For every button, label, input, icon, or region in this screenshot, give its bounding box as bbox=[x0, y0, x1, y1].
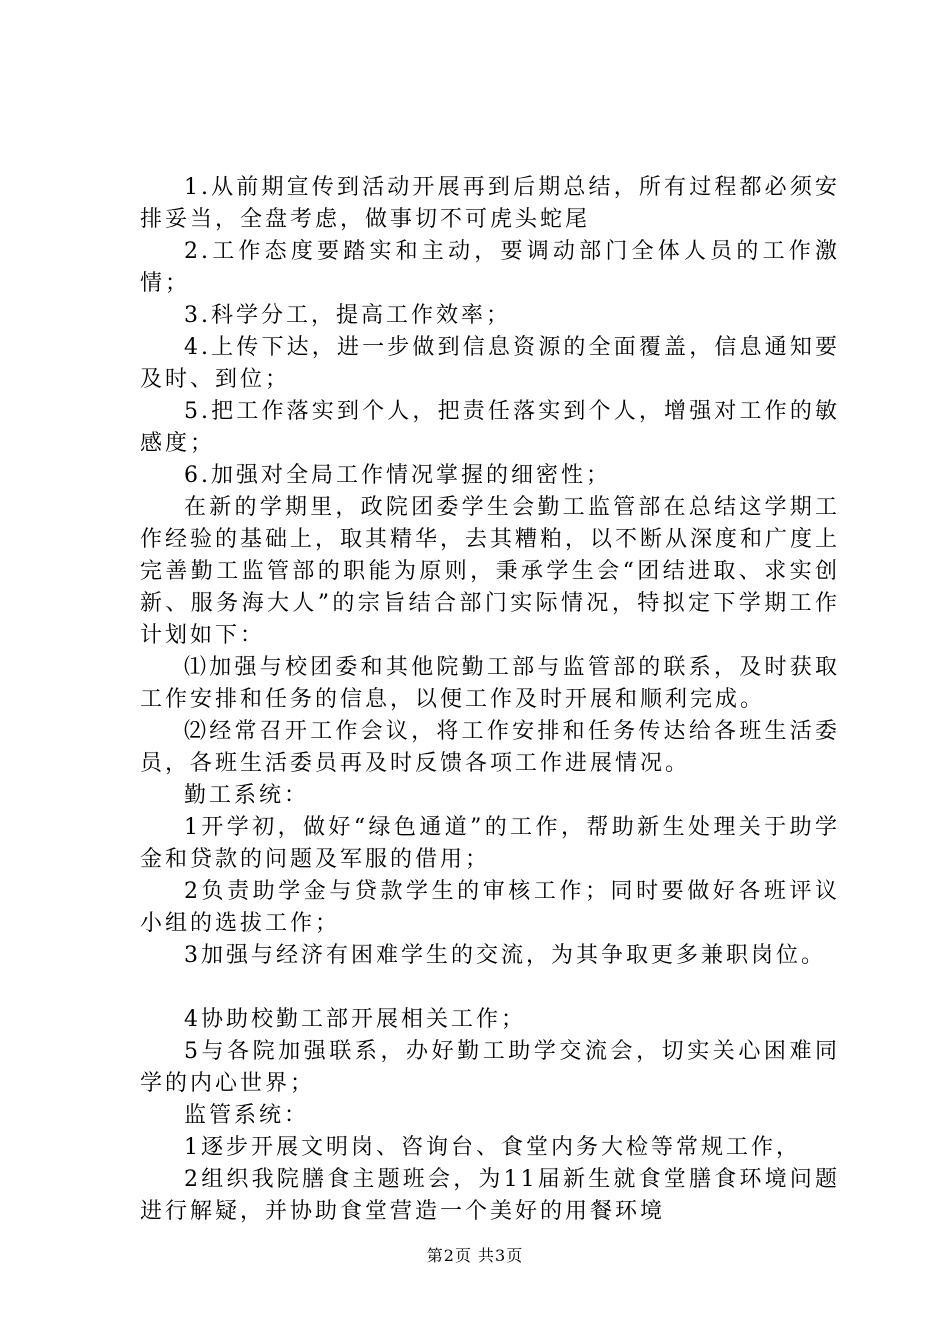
paragraph-5: 5.把工作落实到个人，把责任落实到个人，增强对工作的敏感度； bbox=[140, 399, 840, 456]
section-heading-work-study: 勤工系统： bbox=[184, 783, 310, 808]
paragraph-item-1: ⑴加强与校团委和其他院勤工部与监管部的联系，及时获取工作安排和任务的信息，以便工作及时开展和顺利完成。 bbox=[140, 655, 840, 712]
work-study-item-4: 4协助校勤工部开展相关工作； bbox=[184, 1007, 526, 1032]
paragraph-1: 1.从前期宣传到活动开展再到后期总结，所有过程都必须安排妥当，全盘考虑，做事切不可虎头蛇尾 bbox=[140, 175, 840, 232]
paragraph-plan-intro: 在新的学期里，政院团委学生会勤工监管部在总结这学期工作经验的基础上，取其精华，去其糟粕，以不断从深度和广度上完善勤工监管部的职能为原则，秉承学生会“团结进取、求实创新、服务海大人”的宗旨结合部门实际情况，特拟定下学期工作计划如下： bbox=[140, 495, 841, 648]
page-number-footer: 第2页 共3页 bbox=[426, 1246, 524, 1265]
paragraph-3: 3.科学分工，提高工作效率； bbox=[184, 303, 511, 328]
document-body bbox=[140, 172, 840, 1228]
section-heading-supervision: 监管系统： bbox=[184, 1103, 310, 1128]
paragraph-2: 2.工作态度要踏实和主动，要调动部门全体人员的工作激情； bbox=[140, 239, 840, 296]
supervision-item-2: 2组织我院膳食主题班会，为11届新生就食堂膳食环境问题进行解疑，并协助食堂营造一个美好的用餐环境 bbox=[140, 1167, 840, 1224]
work-study-item-5: 5与各院加强联系，办好勤工助学交流会，切实关心困难同学的内心世界； bbox=[140, 1039, 840, 1096]
work-study-item-2: 2负责助学金与贷款学生的审核工作；同时要做好各班评议小组的选拔工作； bbox=[140, 879, 840, 936]
blank-line bbox=[140, 972, 840, 1004]
supervision-item-1: 1逐步开展文明岗、咨询台、食堂内务大检等常规工作， bbox=[184, 1135, 801, 1160]
work-study-item-1: 1开学初，做好“绿色通道”的工作，帮助新生处理关于助学金和贷款的问题及军服的借用； bbox=[140, 815, 840, 872]
paragraph-4: 4.上传下达，进一步做到信息资源的全面覆盖，信息通知要及时、到位； bbox=[140, 335, 840, 392]
work-study-item-3: 3加强与经济有困难学生的交流，为其争取更多兼职岗位。 bbox=[184, 943, 826, 968]
paragraph-6: 6.加强对全局工作情况掌握的细密性； bbox=[184, 463, 611, 488]
paragraph-item-2: ⑵经常召开工作会议，将工作安排和任务传达给各班生活委员，各班生活委员再及时反馈各项工作进展情况。 bbox=[140, 719, 840, 776]
